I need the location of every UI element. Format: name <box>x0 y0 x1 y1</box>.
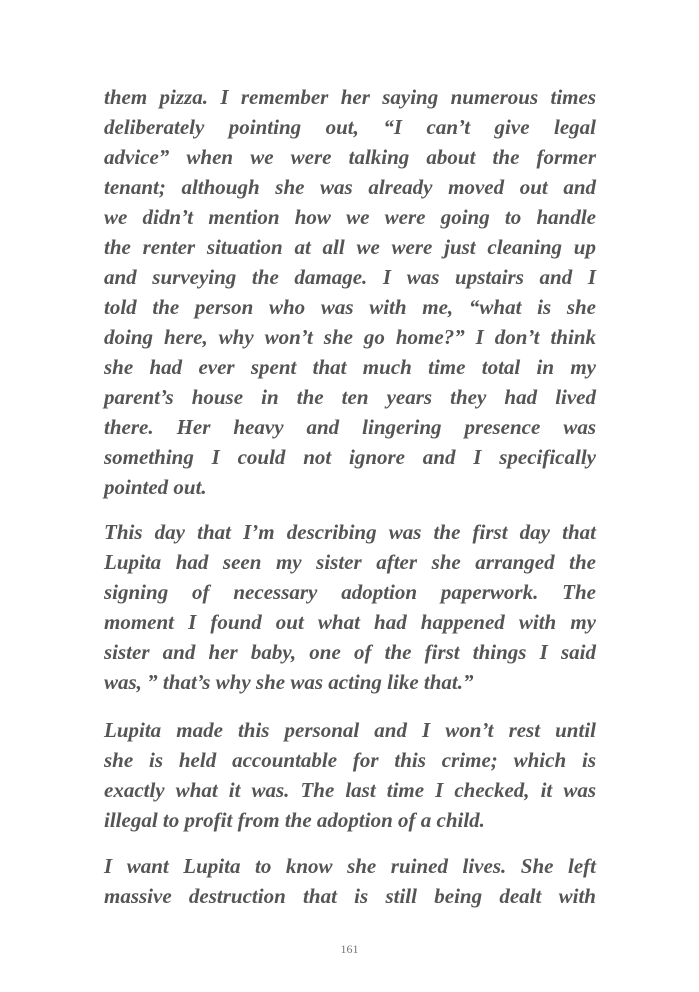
text-line: she had ever spent that much time total in my <box>104 355 596 379</box>
text-line: This day that I’m describing was the first day that <box>104 520 596 544</box>
text-line: she is held accountable for this crime; which is <box>104 748 596 772</box>
text-line: tenant; although she was already moved out and <box>104 175 596 199</box>
text-line: exactly what it was. The last time I checked, it was <box>104 778 596 802</box>
text-line: the renter situation at all we were just cleaning up <box>104 235 596 259</box>
text-line: I want Lupita to know she ruined lives. She left <box>104 854 596 878</box>
text-line: parent’s house in the ten years they had lived <box>104 385 596 409</box>
paragraph-2 <box>104 517 596 697</box>
text-line: illegal to profit from the adoption of a child. <box>104 808 485 832</box>
text-line: signing of necessary adoption paperwork. The <box>104 580 596 604</box>
text-line: doing here, why won’t she go home?” I don’t think <box>104 325 596 349</box>
text-line: them pizza. I remember her saying numerous times <box>104 85 596 109</box>
text-line: deliberately pointing out, “I can’t give legal <box>104 115 596 139</box>
text-line: massive destruction that is still being dealt with <box>104 884 596 908</box>
text-line: we didn’t mention how we were going to handle <box>104 205 596 229</box>
text-line: advice” when we were talking about the former <box>104 145 596 169</box>
text-line: pointed out. <box>104 475 207 499</box>
page-number: 161 <box>340 942 359 956</box>
text-line: and surveying the damage. I was upstairs and I <box>104 265 596 289</box>
paragraph-4 <box>104 851 596 911</box>
text-line: moment I found out what had happened with my <box>104 610 596 634</box>
text-line: there. Her heavy and lingering presence was <box>104 415 596 439</box>
paragraph-3 <box>104 715 596 835</box>
text-line: sister and her baby, one of the first things I said <box>104 640 596 664</box>
text-line: was, ” that’s why she was acting like that.” <box>104 670 474 694</box>
text-line: told the person who was with me, “what is she <box>104 295 596 319</box>
paragraph-1 <box>104 82 596 502</box>
text-line: Lupita made this personal and I won’t rest until <box>104 718 596 742</box>
text-line: Lupita had seen my sister after she arranged the <box>104 550 596 574</box>
text-line: something I could not ignore and I specifically <box>104 445 596 469</box>
